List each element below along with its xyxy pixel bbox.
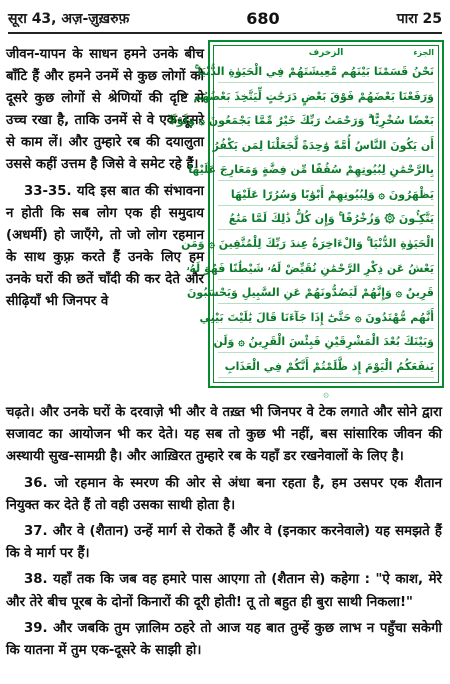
paragraph: जीवन-यापन के साधन हमने उनके बीच बाँटि हैं और हमने उनमें से कुछ लोगों को दूसरे कुछ लोगों से श्रेणियों की दृष्टि से उच्च रखा है, ताकि उनमें से वे एक-दूसरे से काम लें। और तुम्हारे रब की दयालुता उससे कहीं उत्तम है जिसे वे समेट रहे हैं। [6, 47, 204, 173]
verse-39: 39. और जबकि तुम ज़ालिम ठहरे तो आज यह बात तुम्हें कुछ लाभ न पहुँचा सकेगी कि यातना में तुम एक-दूसरे के साझी हो। [6, 620, 442, 659]
arabic-text-panel [168, 40, 444, 400]
arabic-lines [168, 62, 434, 378]
paragraph: 33-35. यदि इस बात की संभावना न होती कि सब लोग एक ही समुदाय (अधर्मी) हो जाएँगे, तो जो लोग रहमान के साथ कुफ़्र करते हैं उनके लिए हम उनके घरों की छतें चाँदी की कर देते और सीढ़ियाँ भी जिनपर वे [6, 183, 204, 310]
arabic-line: أَنَّهُم مُّهْتَدُونَ ۞ حَتَّىٰٓ إِذَا جَآءَنَا قَالَ يَٰلَيْتَ بَيْنِي [218, 308, 434, 329]
arabic-line: وَرَفَعْنَا بَعْضَهُمْ فَوْقَ بَعْضٍ دَرَجَٰتٍ لِّيَتَّخِذَ بَعْضُهُم [218, 87, 434, 108]
verse-36: 36. जो रहमान के स्मरण की ओर से अंधा बना रहता है, हम उसपर एक शैतान नियुक्त कर देते हैं तो वही उसका साथी होता है। [6, 475, 442, 513]
arabic-panel-frame [168, 45, 439, 383]
page-header [8, 4, 442, 32]
left-column-text [6, 44, 204, 313]
full-width-text [6, 402, 442, 662]
arabic-panel-corner: الجزء [413, 48, 434, 57]
page-number: 680 [246, 8, 280, 28]
arabic-line: قَرِينٌ ۞ وَإِنَّهُمْ لَيَصُدُّونَهُمْ عَنِ السَّبِيلِ وَيَحْسَبُونَ [218, 283, 434, 304]
arabic-line: الْحَيَوٰةِ الدُّنْيَا ۚ وَالْءَاخِرَةُ عِندَ رَبِّكَ لِلْمُتَّقِينَ ۞ وَمَن [218, 234, 434, 255]
arabic-panel-title: الزخرف [308, 48, 344, 58]
arabic-line: وَبَيْنَكَ بُعْدَ الْمَشْرِقَيْنِ فَبِئْسَ الْقَرِينُ ۞ وَلَن [218, 332, 434, 353]
panel-ornament-icon: ۞ [323, 389, 329, 400]
arabic-line: نَحْنُ قَسَمْنَا بَيْنَهُم مَّعِيشَتَهُمْ فِي الْحَيَوٰةِ الدُّنْيَا ۚ [218, 62, 434, 83]
arabic-line: يَتَّكِـُٔونَ ۞ وَزُخْرُفًا ۚ وَإِن كُلُّ ذَٰلِكَ لَمَّا مَتَٰعُ [218, 209, 434, 230]
paragraph: चढ़ते। और उनके घरों के दरवाज़े भी और वे तख़्त भी जिनपर वे टेक लगाते और सोने द्वारा सजावट का आयोजन भी कर देते। यह सब तो कुछ भी नहीं, बस सांसारिक जीवन की अस्थायी सुख-सामग्री है। और आख़िरत तुम्हारे रब के यहाँ डर रखनेवालों के लिए है। [6, 405, 442, 465]
arabic-line: يَعْشُ عَن ذِكْرِ الرَّحْمَٰنِ نُقَيِّضْ لَهُۥ شَيْطَٰنًا فَهُوَ لَهُۥ [218, 259, 434, 280]
verse-37: 37. और वे (शैतान) उन्हें मार्ग से रोकते हैं और वे (इनकार करनेवाले) यह समझते हैं कि वे मार्ग पर हैं। [6, 524, 442, 562]
arabic-line: بِالرَّحْمَٰنِ لِبُيُوتِهِمْ سُقُفًا مِّن فِضَّةٍ وَمَعَارِجَ عَلَيْهَا [218, 160, 434, 181]
para-number: पारा 25 [396, 10, 442, 27]
arabic-line: يَظْهَرُونَ ۞ وَلِبُيُوتِهِمْ أَبْوَٰبًا وَسُرُرًا عَلَيْهَا [218, 185, 434, 206]
arabic-line: أَن يَكُونَ النَّاسُ أُمَّةً وَٰحِدَةً لَّجَعَلْنَا لِمَن يَكْفُرُ [218, 136, 434, 157]
verse-38: 38. यहाँ तक कि जब वह हमारे पास आएगा तो (शैतान से) कहेगा : "ऐ काश, मेरे और तेरे बीच पूरब के दोनों किनारों की दूरी होती! तू तो बहुत ही बुरा साथी निकला!" [6, 572, 442, 610]
header-rule [8, 32, 442, 34]
arabic-line: يَنفَعَكُمُ الْيَوْمَ إِذ ظَّلَمْتُمْ أَنَّكُمْ فِي الْعَذَابِ [218, 357, 434, 378]
sura-title: सूरा 43, अज़-ज़ुख़रुफ़ [8, 10, 130, 27]
arabic-line: بَعْضًا سُخْرِيًّا ۗ وَرَحْمَتُ رَبِّكَ خَيْرٌ مِّمَّا يَجْمَعُونَ ۞ وَلَوْلَآ [218, 111, 434, 132]
